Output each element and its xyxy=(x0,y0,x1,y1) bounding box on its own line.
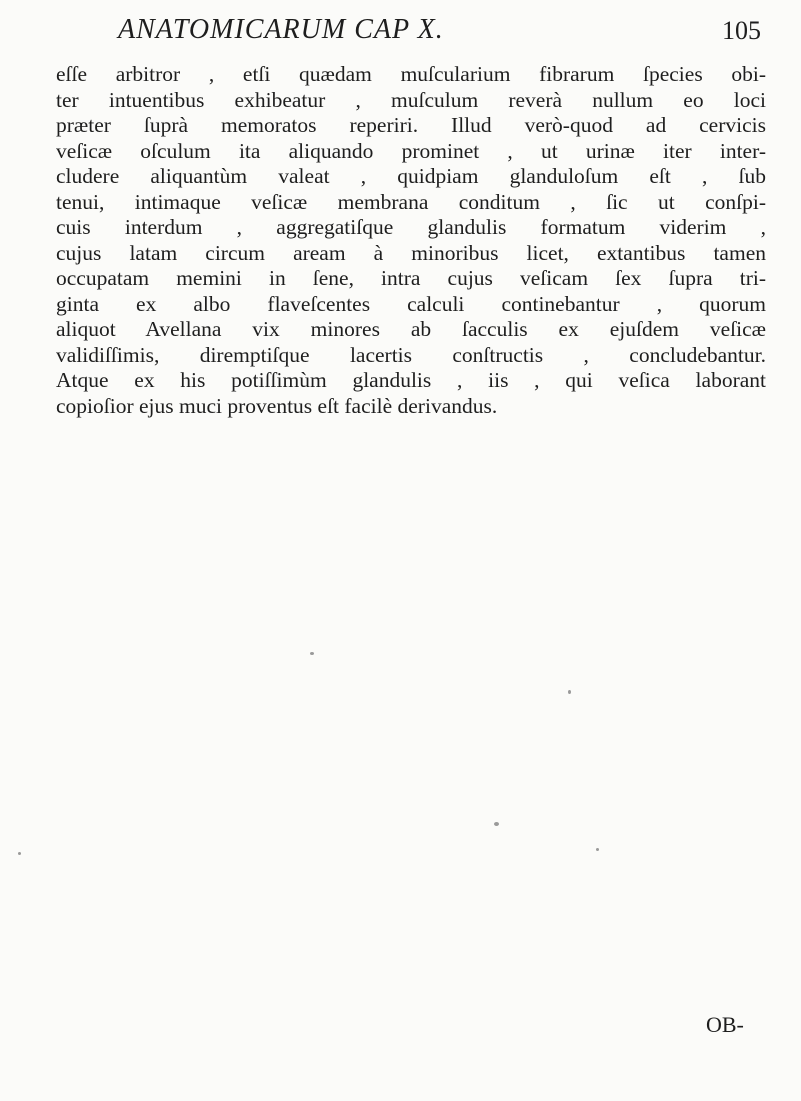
text-line: ginta ex albo flaveſcentes calculi continebantur , quorum xyxy=(56,291,766,316)
text-line: cujus latam circum aream à minoribus licet, extantibus tamen xyxy=(56,240,766,265)
text-line: præter ſuprà memoratos reperiri. Illud verò-quod ad cervicis xyxy=(56,113,766,137)
text-line: aliquot Avellana vix minores ab ſacculis ex ejuſdem veſicæ xyxy=(56,317,766,341)
paper-speck xyxy=(596,848,599,851)
text-line: eſſe arbitror , etſi quædam muſcularium fibrarum ſpecies obi- xyxy=(56,62,766,86)
running-head: ANATOMICARUM CAP X. xyxy=(118,14,444,45)
paper-speck xyxy=(310,652,314,655)
body-text xyxy=(56,62,766,419)
paper-speck xyxy=(494,822,499,826)
text-line: cludere aliquantùm valeat , quidpiam glanduloſum eſt , ſub xyxy=(56,164,766,188)
text-line: ter intuentibus exhibeatur , muſculum reverà nullum eo loci xyxy=(56,87,766,112)
catchword: OB- xyxy=(706,1012,744,1037)
page-number: 105 xyxy=(722,16,761,45)
text-line: tenui, intimaque veſicæ membrana conditum , ſic ut conſpi- xyxy=(56,189,766,214)
text-line: cuis interdum , aggregatiſque glandulis formatum viderim , xyxy=(56,215,766,239)
text-line: validiſſimis, diremptiſque lacertis conſtructis , concludebantur. xyxy=(56,342,766,367)
text-line: copioſior ejus muci proventus eſt facilè derivandus. xyxy=(56,393,498,418)
paper-speck xyxy=(18,852,21,855)
text-line: Atque ex his potiſſimùm glandulis , iis , qui veſica laborant xyxy=(56,368,766,392)
text-line: occupatam memini in ſene, intra cujus veſicam ſex ſupra tri- xyxy=(56,266,766,290)
text-line: veſicæ oſculum ita aliquando prominet , ut urinæ iter inter- xyxy=(56,138,766,163)
paper-speck xyxy=(568,690,571,694)
